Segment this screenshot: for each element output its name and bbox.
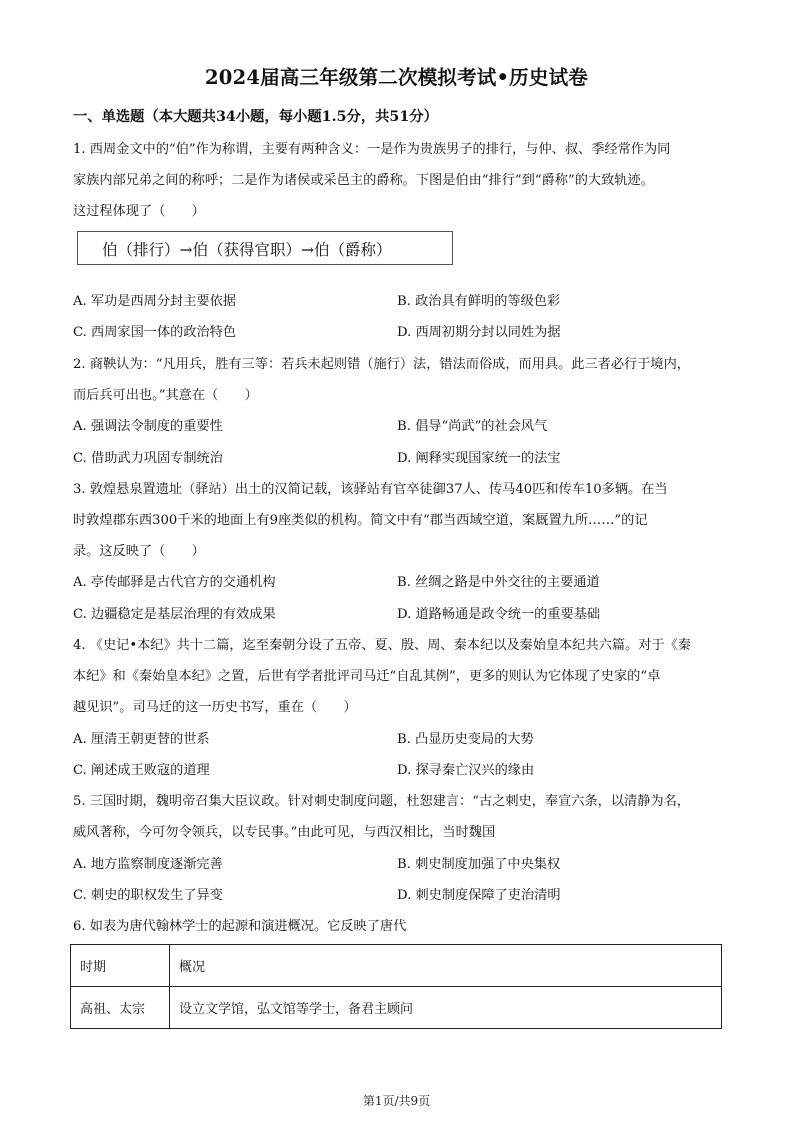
q1-option-c[interactable]: C. 西周家国一体的政治特色 [73,325,237,340]
q2-option-b[interactable]: B. 倡导“尚武”的社会风气 [397,419,548,434]
q1-option-d[interactable]: D. 西周初期分封以同姓为据 [397,325,561,340]
q3-option-c[interactable]: C. 边疆稳定是基层治理的有效成果 [73,607,276,622]
q1-option-a[interactable]: A. 军功是西周分封主要依据 [73,294,236,309]
q5-option-d[interactable]: D. 刺史制度保障了吏治清明 [397,888,561,903]
exam-title: 2024届高三年级第二次模拟考试•历史试卷 [205,66,588,89]
q2-option-a[interactable]: A. 强调法令制度的重要性 [73,419,223,434]
q5-option-c[interactable]: C. 刺史的职权发生了异变 [73,888,223,903]
q3-option-d[interactable]: D. 道路畅通是政令统一的重要基础 [397,607,601,622]
q1-flow-text: 伯（排行）→伯（获得官职）→伯（爵称） [102,241,392,259]
q5-stem-line-1: 5. 三国时期，魏明帝召集大臣议政。针对刺史制度问题，杜恕建言：“古之刺史，奉宣六条，以清静为名， [73,794,690,809]
q2-option-c[interactable]: C. 借助武力巩固专制统治 [73,451,223,466]
table-cell-overview: 设立文学馆，弘文馆等学士，备君主顾问 [170,987,722,1029]
q2-option-d[interactable]: D. 阐释实现国家统一的法宝 [397,451,561,466]
table-cell-period: 高祖、太宗 [71,987,170,1029]
q4-stem-line-2: 本纪》和《秦始皇本纪》之置，后世有学者批评司马迁“自乱其例”，更多的则认为它体现了史家的“卓 [73,669,661,684]
q4-stem-line-1: 4. 《史记•本纪》共十二篇，迄至秦朝分设了五帝、夏、殷、周、秦本纪以及秦始皇本纪共六篇。对于《秦 [73,638,691,653]
q4-stem-line-3: 越见识”。司马迁的这一历史书写，重在（ ） [73,700,357,715]
page-number: 第1页/共9页 [362,1094,431,1108]
table-row [71,987,722,1029]
table-header-overview: 概况 [170,945,722,987]
q3-stem-line-2: 时敦煌郡东西300千米的地面上有9座类似的机构。简文中有“郡当西域空道，案厩置九所……”的记 [73,513,648,528]
q1-option-b[interactable]: B. 政治具有鲜明的等级色彩 [397,294,561,309]
q4-option-b[interactable]: B. 凸显历史变局的大势 [397,732,534,747]
q5-option-b[interactable]: B. 刺史制度加强了中央集权 [397,857,561,872]
q4-option-a[interactable]: A. 厘清王朝更替的世系 [73,732,210,747]
q3-stem-line-3: 录。这反映了（ ） [73,544,205,559]
section-heading: 一、单选题（本大题共34小题，每小题1.5分，共51分） [73,109,438,125]
q6-table [70,944,722,1029]
q2-stem-line-2: 而后兵可出也。”其意在（ ） [73,388,258,403]
table-header-row [71,945,722,987]
q2-stem-line-1: 2. 商鞅认为：“凡用兵，胜有三等：若兵未起则错（施行）法，错法而俗成，而用具。此三者必行于境内， [73,357,690,372]
q6-stem-line-1: 6. 如表为唐代翰林学士的起源和演进概况。它反映了唐代 [73,919,407,934]
q3-stem-line-1: 3. 敦煌悬泉置遗址（驿站）出土的汉简记载，该驿站有官卒徒御37人、传马40匹和传车10多辆。在当 [73,482,668,497]
table-header-period: 时期 [71,945,170,987]
q1-stem-line-1: 1. 西周金文中的“伯”作为称谓，主要有两种含义：一是作为贵族男子的排行，与仲、叔、季经常作为同 [73,142,671,157]
q5-stem-line-2: 威风著称，今可勿令领兵，以专民事。”由此可见，与西汉相比，当时魏国 [73,825,496,840]
q1-stem-line-3: 这过程体现了（ ） [73,204,205,219]
q1-flow-diagram [77,231,453,265]
q5-option-a[interactable]: A. 地方监察制度逐渐完善 [73,857,223,872]
q3-option-a[interactable]: A. 亭传邮驿是古代官方的交通机构 [73,575,276,590]
q4-option-c[interactable]: C. 阐述成王败寇的道理 [73,763,210,778]
q3-option-b[interactable]: B. 丝绸之路是中外交往的主要通道 [397,575,600,590]
q4-option-d[interactable]: D. 探寻秦亡汉兴的缘由 [397,763,535,778]
q1-stem-line-2: 家族内部兄弟之间的称呼；二是作为诸侯或采邑主的爵称。下图是伯由“排行”到“爵称”的大致轨迹。 [73,173,654,188]
